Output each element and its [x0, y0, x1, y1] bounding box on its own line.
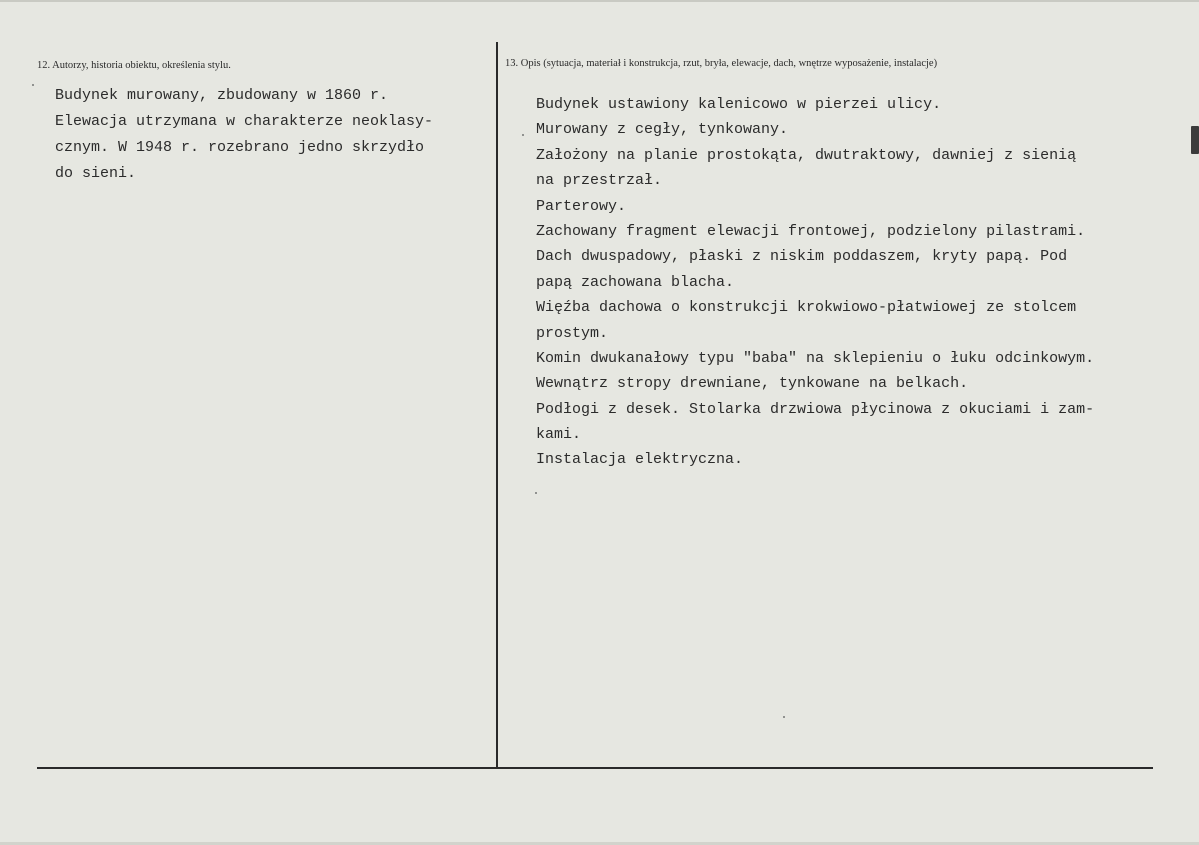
section-13-line: Instalacja elektryczna.: [536, 451, 744, 469]
section-12-body: [55, 83, 433, 187]
section-12-heading: 12. Autorzy, historia obiektu, określenia stylu.: [37, 60, 231, 71]
section-13-line: kami.: [536, 426, 582, 444]
paper-speck: [783, 716, 785, 718]
paper-speck: [32, 84, 34, 86]
section-12-line: Budynek murowany, zbudowany w 1860 r.: [55, 87, 389, 104]
section-13-line: Murowany z cegły, tynkowany.: [536, 121, 789, 139]
section-13-line: na przestrzał.: [536, 172, 663, 190]
section-12-line: cznym. W 1948 r. rozebrano jedno skrzydło: [55, 139, 425, 156]
section-13-line: Więźba dachowa o konstrukcji krokwiowo-płatwiowej ze stolcem: [536, 299, 1077, 317]
section-13-line: Budynek ustawiony kalenicowo w pierzei ulicy.: [536, 96, 942, 113]
section-13-heading: 13. Opis (sytuacja, materiał i konstrukcja, rzut, bryła, elewacje, dach, wnętrze wyposażenie, instalacje): [505, 58, 938, 69]
paper-speck: [535, 492, 537, 494]
section-13-line: Komin dwukanałowy typu "baba" na sklepieniu o łuku odcinkowym.: [536, 349, 1095, 367]
section-13-line: Dach dwuspadowy, płaski z niskim poddaszem, kryty papą. Pod: [536, 248, 1068, 266]
section-13-line: prostym.: [536, 324, 609, 342]
section-13-line: Podłogi z desek. Stolarka drzwiowa płycinowa z okuciami i zam-: [536, 400, 1095, 418]
column-divider: [496, 42, 498, 768]
paper-speck: [522, 134, 524, 136]
section-13-line: Wewnątrz stropy drewniane, tynkowane na belkach.: [536, 375, 969, 393]
binder-clip: [1191, 126, 1199, 154]
section-12-line: Elewacja utrzymana w charakterze neoklasy-: [55, 113, 434, 130]
bottom-rule: [37, 767, 1153, 769]
section-13-body: [536, 92, 1094, 473]
section-13-line: papą zachowana blacha.: [536, 273, 735, 291]
top-edge: [0, 0, 1199, 2]
section-13-line: Założony na planie prostokąta, dwutraktowy, dawniej z sienią: [536, 146, 1077, 164]
divider-tick: [496, 753, 498, 768]
section-13-line: Parterowy.: [536, 197, 627, 215]
section-13-line: Zachowany fragment elewacji frontowej, podzielony pilastrami.: [536, 222, 1086, 240]
section-12-line: do sieni.: [55, 165, 137, 182]
